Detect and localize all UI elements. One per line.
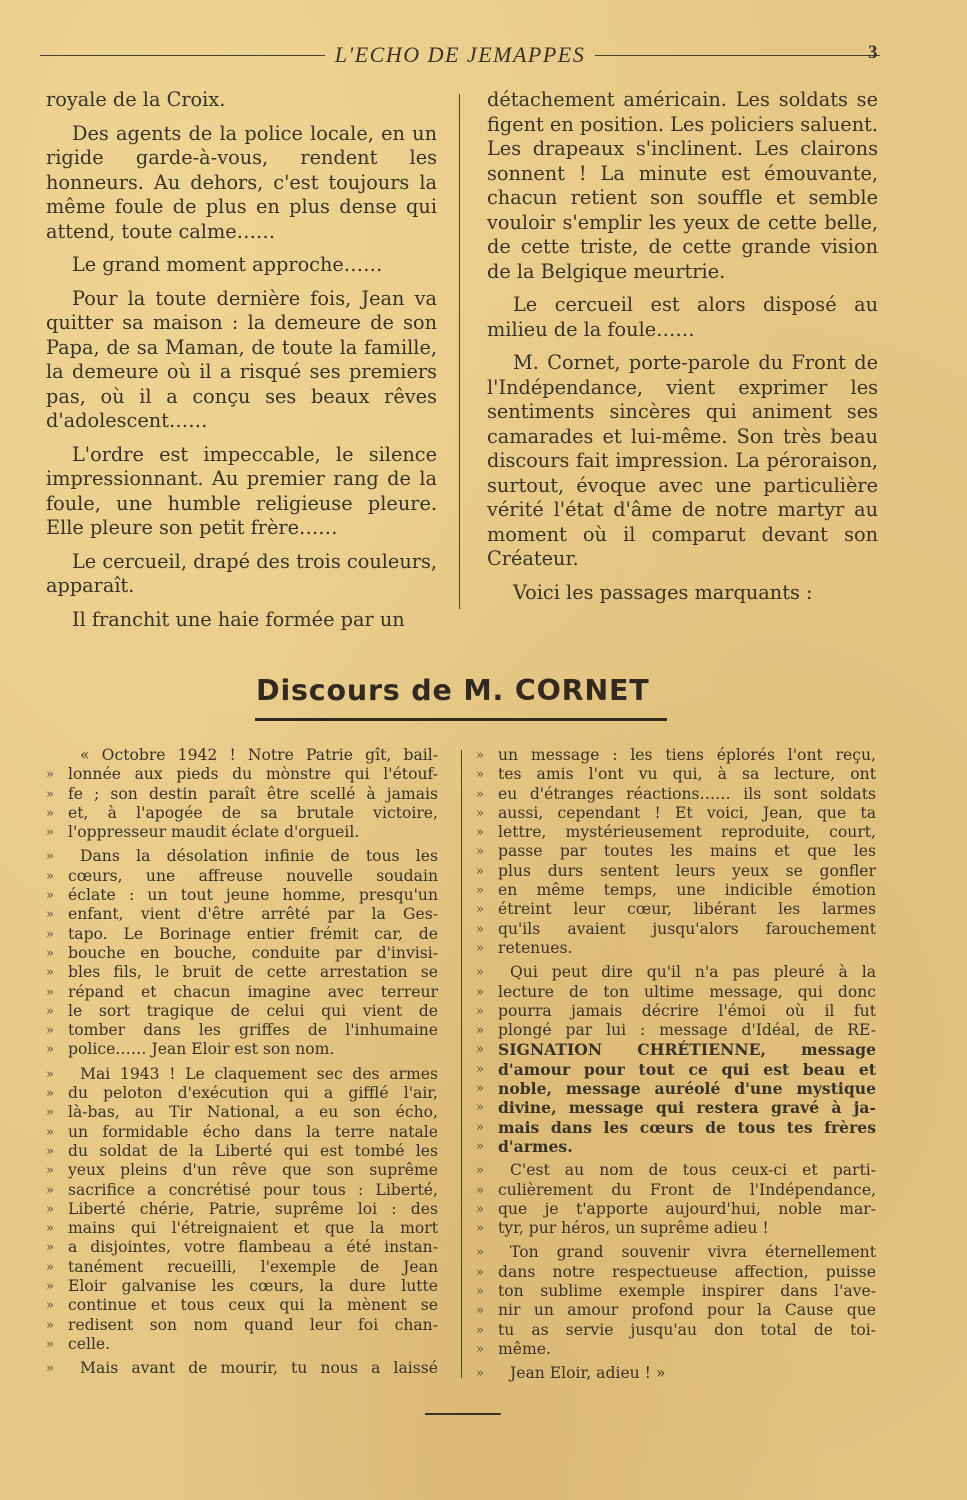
speech-line — [476, 1079, 876, 1098]
speech-line — [46, 1040, 438, 1059]
quote-mark: » — [46, 945, 54, 961]
line-text: même. — [498, 1339, 551, 1358]
speech-line — [46, 746, 438, 765]
paragraph: royale de la Croix. — [46, 88, 226, 111]
quote-mark: » — [476, 1182, 484, 1198]
line-text: lecture de ton ultime message, qui donc — [498, 982, 876, 1001]
speech-line — [46, 804, 438, 823]
line-text: lonnée aux pieds du mònstre qui l'étouf- — [68, 765, 438, 784]
line-text: Eloir galvanise les cœurs, la dure lutte — [68, 1277, 438, 1296]
quote-mark: » — [46, 1221, 54, 1237]
line-text: yeux pleins d'un rêve que son suprême — [68, 1161, 438, 1180]
speech-line — [476, 939, 876, 958]
quote-mark: » — [46, 1240, 54, 1256]
quote-mark: » — [46, 786, 54, 802]
line-text: plus durs sentent leurs yeux se gonfler — [498, 861, 876, 880]
paragraph: détachement américain. Les soldats se figent en position. Les policiers saluent. Les drapeaux s'inclinent. Les clairons sonnent ! La minute est émouvante, chacun retient son souffle et semble vouloir s'emplir les yeux de cette belle, de cette triste, de cette grande vision de la Belgique meurtrie. — [487, 88, 878, 283]
paragraph: M. Cornet, porte-parole du Front de l'Indépendance, vient exprimer les sentiments sincères qui animent ses camarades et lui-même. Son très beau discours fait impression. La péroraison, surtout, évoque avec une particulière vérité l'état d'âme de notre martyr au moment où il comparut devant son Créateur. — [487, 351, 878, 570]
line-text: divine, message qui restera gravé à ja- — [498, 1098, 876, 1118]
quote-mark: » — [46, 1105, 54, 1121]
speech-line — [476, 1282, 876, 1301]
speech-line — [476, 1040, 876, 1059]
line-text: tomber dans les griffes de l'inhumaine — [68, 1021, 438, 1040]
line-text: l'oppresseur maudit éclate d'orgueil. — [68, 823, 360, 842]
end-of-article-rule — [425, 1413, 501, 1415]
quote-mark: » — [46, 849, 54, 865]
paragraph: Le grand moment approche…… — [72, 253, 383, 276]
speech-line — [46, 1335, 438, 1354]
line-text: bles fils, le bruit de cette arrestation se — [68, 963, 438, 982]
quote-mark: » — [46, 1336, 54, 1352]
speech-line — [476, 862, 876, 881]
paragraph: Le cercueil est alors disposé au milieu de la foule…… — [487, 293, 878, 341]
quote-mark: » — [46, 1023, 54, 1039]
line-text: police…… Jean Eloir est son nom. — [68, 1040, 335, 1059]
line-text: lettre, mystérieusement reproduite, court, — [498, 823, 876, 842]
speech-line — [46, 1359, 438, 1378]
speech-line — [46, 1277, 438, 1296]
quote-mark: » — [46, 984, 54, 1000]
quote-mark: » — [476, 1061, 484, 1077]
speech-line — [46, 1021, 438, 1040]
quote-mark: » — [476, 805, 484, 821]
speech-line — [476, 1060, 876, 1079]
speech-line — [476, 1098, 876, 1117]
speech-headline: Discours de M. CORNET — [256, 674, 650, 707]
header-rule-right — [595, 55, 880, 56]
line-text: retenues. — [498, 938, 573, 957]
quote-mark: » — [46, 1361, 54, 1377]
line-text: a disjointes, votre flambeau a été instan- — [68, 1238, 438, 1257]
speech-line — [476, 1137, 876, 1156]
paragraph: Voici les passages marquants : — [513, 580, 813, 604]
line-text: tyr, pur héros, un suprême adieu ! — [498, 1219, 769, 1238]
line-text: un message : les tiens éplorés l'ont reçu, — [498, 746, 876, 764]
quote-mark: » — [476, 1284, 484, 1300]
quote-mark: » — [476, 1303, 484, 1319]
speech-line — [476, 1021, 876, 1040]
speech-line — [46, 1002, 438, 1021]
speech-line — [476, 823, 876, 842]
line-text: du soldat de la Liberté qui est tombé les — [68, 1141, 438, 1160]
line-text: dans notre respectueuse affection, puisse — [498, 1262, 876, 1281]
quote-mark: » — [46, 888, 54, 904]
line-text: étreint leur cœur, libérant les larmes — [498, 900, 876, 919]
quote-mark: » — [476, 1245, 484, 1261]
speech-line — [46, 983, 438, 1002]
speech-line — [46, 944, 438, 963]
headline-underline — [255, 718, 667, 721]
line-text: passe par toutes les mains et que les — [498, 842, 876, 861]
speech-line — [476, 1161, 876, 1180]
paragraph: L'ordre est impeccable, le silence impressionnant. Au premier rang de la foule, une humble religieuse pleure. Elle pleure son petit frère…… — [46, 442, 437, 539]
quote-mark: » — [476, 767, 484, 783]
speech-line — [476, 1243, 876, 1262]
speech-line — [476, 785, 876, 804]
quote-mark: » — [476, 1138, 484, 1154]
quote-mark: » — [46, 1163, 54, 1179]
quote-mark: » — [46, 1066, 54, 1082]
speech-line — [46, 1123, 438, 1142]
speech-line — [46, 785, 438, 804]
speech-line — [46, 1296, 438, 1315]
speech-line — [46, 1219, 438, 1238]
line-text: que je t'apporte aujourd'hui, noble mar- — [498, 1199, 876, 1218]
quote-mark: » — [476, 940, 484, 956]
line-text: C'est au nom de tous ceux-ci et parti- — [510, 1161, 876, 1180]
speech-line — [476, 1219, 876, 1238]
quote-mark: » — [46, 1201, 54, 1217]
quote-mark: » — [476, 1163, 484, 1179]
speech-line — [46, 765, 438, 784]
quote-mark: » — [46, 926, 54, 942]
line-text: tu as servie jusqu'au don total de toi- — [498, 1320, 876, 1339]
quote-mark: » — [476, 844, 484, 860]
page-number: 3 — [868, 42, 878, 63]
speech-line — [476, 1002, 876, 1021]
line-text: là-bas, au Tir National, a eu son écho, — [68, 1103, 438, 1122]
quote-mark: » — [476, 921, 484, 937]
line-text: Liberté chérie, Patrie, suprême loi : des — [68, 1199, 438, 1218]
quote-mark: » — [476, 1264, 484, 1280]
quote-mark: » — [476, 825, 484, 841]
line-text: enfant, vient d'être arrêté par la Ges- — [68, 905, 438, 924]
quote-mark: » — [476, 1119, 484, 1135]
speech-column-right — [476, 746, 876, 1384]
line-text: plongé par lui : message d'Idéal, de RE- — [498, 1021, 876, 1040]
speech-line — [476, 804, 876, 823]
quote-mark: » — [476, 863, 484, 879]
line-text: et, à l'apogée de sa brutale victoire, — [68, 803, 438, 822]
line-text: tes amis l'ont vu qui, à sa lecture, ont — [498, 765, 876, 784]
speech-line — [476, 1364, 876, 1383]
quote-mark: » — [476, 1023, 484, 1039]
line-text: Dans la désolation infinie de tous les — [80, 847, 438, 866]
column-divider — [459, 94, 460, 609]
line-text: Qui peut dire qu'il n'a pas pleuré à la — [510, 963, 876, 982]
line-text: fe ; son destin paraît être scellé à jamais — [68, 784, 438, 803]
line-text: d'amour pour tout ce qui est beau et — [498, 1059, 876, 1079]
speech-line — [46, 905, 438, 924]
speech-line — [46, 925, 438, 944]
line-text: redisent son nom quand leur foi chan- — [68, 1315, 438, 1334]
speech-line — [476, 842, 876, 861]
quote-mark: » — [476, 883, 484, 899]
quote-mark: » — [476, 748, 484, 763]
line-text: en même temps, une indicible émotion — [498, 881, 876, 900]
line-text: Mais avant de mourir, tu nous a laissé — [80, 1359, 438, 1378]
quote-mark: » — [46, 868, 54, 884]
quote-mark: » — [476, 1003, 484, 1019]
quote-mark: » — [46, 907, 54, 923]
paragraph: Des agents de la police locale, en un rigide garde-à-vous, rendent les honneurs. Au dehors, c'est toujours la même foule de plus en plus dense qui attend, toute calme…… — [46, 121, 437, 243]
line-text: un formidable écho dans la terre natale — [68, 1122, 438, 1141]
article-column-left — [46, 88, 437, 641]
line-text: aussi, cependant ! Et voici, Jean, que ta — [498, 803, 876, 822]
quote-mark: » — [46, 805, 54, 821]
speech-line — [476, 1200, 876, 1219]
quote-mark: » — [476, 1221, 484, 1237]
speech-line — [46, 1258, 438, 1277]
quote-mark: » — [476, 1201, 484, 1217]
speech-line — [46, 1084, 438, 1103]
speech-line — [476, 900, 876, 919]
line-text: sacrifice a concrétisé pour tous : Liberté, — [68, 1180, 438, 1199]
speech-line — [476, 1181, 876, 1200]
line-text: qu'ils avaient jusqu'alors farouchement — [498, 919, 876, 938]
quote-mark: » — [46, 1143, 54, 1159]
speech-line — [46, 847, 438, 866]
line-text: cœurs, une affreuse nouvelle soudain — [68, 866, 438, 885]
quote-mark: » — [46, 1182, 54, 1198]
speech-line — [46, 1200, 438, 1219]
speech-line — [476, 1340, 876, 1359]
line-text: répand et chacun imagine avec terreur — [68, 982, 438, 1001]
line-text: du peloton d'exécution qui a gifflé l'air, — [68, 1084, 438, 1103]
quote-mark: » — [46, 1124, 54, 1140]
header-rule-left — [40, 55, 325, 56]
quote-mark: » — [46, 1298, 54, 1314]
line-text: continue et tous ceux qui la mènent se — [68, 1296, 438, 1315]
line-text: nir un amour profond pour la Cause que — [498, 1301, 876, 1320]
speech-line — [46, 1065, 438, 1084]
speech-line — [476, 881, 876, 900]
line-text: SIGNATION CHRÉTIENNE, message — [498, 1040, 876, 1060]
speech-line — [476, 1301, 876, 1320]
speech-line — [476, 963, 876, 982]
speech-line — [46, 867, 438, 886]
line-text: celle. — [68, 1334, 111, 1353]
paragraph: Le cercueil, drapé des trois couleurs, apparaît. — [46, 549, 437, 597]
quote-mark: » — [46, 825, 54, 841]
line-text: culièrement du Front de l'Indépendance, — [498, 1180, 876, 1199]
line-text: Mai 1943 ! Le claquement sec des armes — [80, 1064, 438, 1083]
quote-mark: » — [476, 786, 484, 802]
line-text: bouche en bouche, conduite par d'invisi- — [68, 943, 438, 962]
speech-line — [476, 1263, 876, 1282]
quote-mark: » — [476, 902, 484, 918]
quote-mark: » — [476, 1042, 484, 1058]
speech-line — [46, 1316, 438, 1335]
speech-line — [46, 1238, 438, 1257]
speech-line — [476, 983, 876, 1002]
speech-line — [46, 1103, 438, 1122]
speech-line — [46, 1142, 438, 1161]
speech-line — [46, 1161, 438, 1180]
speech-line — [476, 1321, 876, 1340]
speech-line — [476, 765, 876, 784]
quote-mark: » — [46, 1086, 54, 1102]
speech-line — [46, 823, 438, 842]
line-text: d'armes. — [498, 1136, 573, 1156]
line-text: Jean Eloir, adieu ! » — [510, 1364, 666, 1383]
line-text: pourra jamais décrire l'émoi où il fut — [498, 1001, 876, 1020]
quote-mark: » — [46, 1042, 54, 1058]
paragraph: Pour la toute dernière fois, Jean va quitter sa maison : la demeure de son Papa, de sa Maman, de toute la famille, la demeure où il a risqué ses premiers pas, où il a conçu ses beaux rêves d'adolescent…… — [46, 286, 437, 432]
publication-title: L'ECHO DE JEMAPPES — [334, 42, 586, 67]
line-text: « Octobre 1942 ! Notre Patrie gît, bail- — [80, 746, 438, 764]
article-column-right — [487, 88, 878, 614]
quote-mark: » — [46, 767, 54, 783]
speech-line — [476, 920, 876, 939]
line-text: tapo. Le Borinage entier frémit car, de — [68, 924, 438, 943]
quote-mark: » — [46, 965, 54, 981]
speech-column-left — [46, 746, 438, 1379]
speech-line — [476, 1118, 876, 1137]
quote-mark: » — [476, 984, 484, 1000]
speech-line — [46, 963, 438, 982]
quote-mark: » — [46, 1259, 54, 1275]
quote-mark: » — [46, 1003, 54, 1019]
speech-column-divider — [461, 750, 462, 1378]
running-header — [40, 40, 880, 70]
quote-mark: » — [476, 1081, 484, 1097]
line-text: eu d'étranges réactions…… ils sont soldats — [498, 784, 876, 803]
quote-mark: » — [476, 1341, 484, 1357]
line-text: ton sublime exemple inspirer dans l'ave- — [498, 1282, 876, 1301]
line-text: le sort tragique de celui qui vient de — [68, 1001, 438, 1020]
quote-mark: » — [476, 965, 484, 981]
speech-line — [46, 1181, 438, 1200]
quote-mark: » — [46, 1279, 54, 1295]
speech-line — [476, 746, 876, 765]
paragraph: Il franchit une haie formée par un — [72, 607, 405, 631]
quote-mark: » — [476, 1366, 484, 1382]
line-text: tanément recueilli, l'exemple de Jean — [68, 1257, 438, 1276]
line-text: noble, message auréolé d'une mystique — [498, 1079, 876, 1099]
line-text: éclate : un tout jeune homme, presqu'un — [68, 886, 438, 905]
quote-mark: » — [476, 1322, 484, 1338]
quote-mark: » — [46, 1317, 54, 1333]
line-text: mains qui l'étreignaient et que la mort — [68, 1219, 438, 1238]
line-text: Ton grand souvenir vivra éternellement — [510, 1243, 876, 1262]
speech-line — [46, 886, 438, 905]
quote-mark: » — [476, 1100, 484, 1116]
line-text: mais dans les cœurs de tous tes frères — [498, 1117, 876, 1137]
